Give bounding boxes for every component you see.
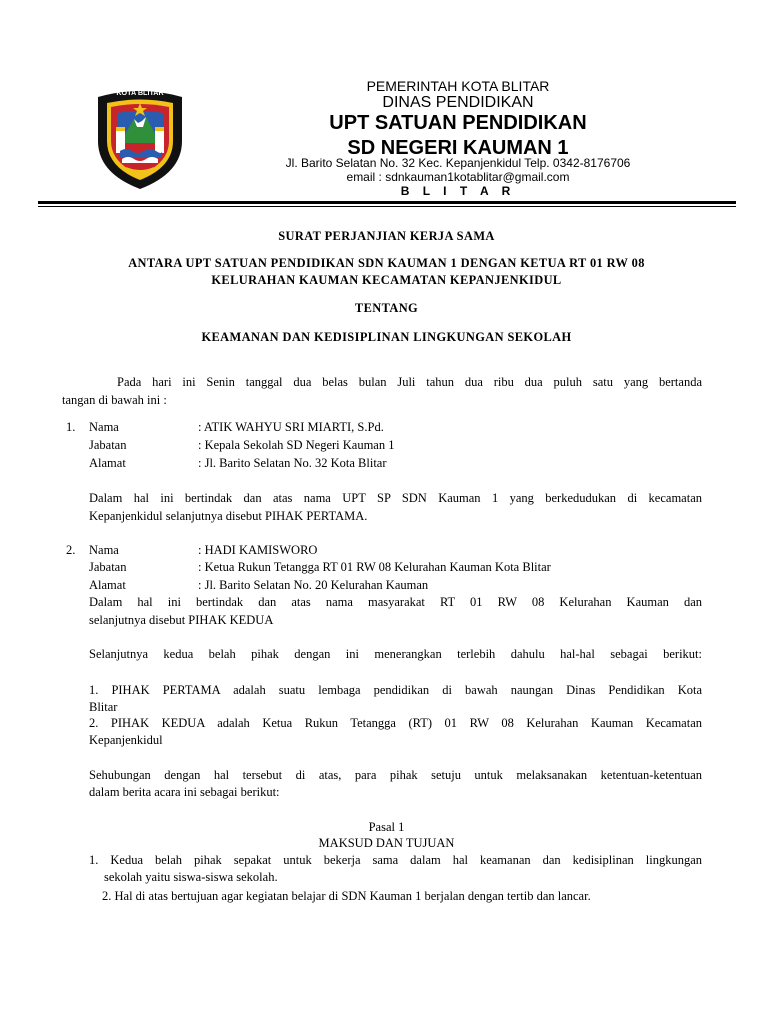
letterhead-email: email : sdnkauman1kotablitar@gmail.com <box>346 170 570 184</box>
letterhead-unit: UPT SATUAN PENDIDIKAN <box>329 112 587 134</box>
letterhead-city: B L I T A R <box>400 184 516 198</box>
emblem-icon <box>90 83 190 191</box>
emblem-label: KOTA BLITAR <box>116 88 164 97</box>
article1-item1-line-2: sekolah yaitu siswa-siswa sekolah. <box>104 870 278 884</box>
party1-number: 1. <box>66 420 76 434</box>
opening-line-1: Pada hari ini Senin tanggal dua belas bulan Juli tahun dua ribu dua puluh satu yang bertanda <box>117 375 702 389</box>
letterhead-agency: DINAS PENDIDIKAN <box>382 94 534 111</box>
letterhead-rule-thin <box>38 206 736 207</box>
parties-line-1: ANTARA UPT SATUAN PENDIDIKAN SDN KAUMAN 1 DENGAN KETUA RT 01 RW 08 <box>128 256 645 270</box>
kota-blitar-emblem <box>90 83 190 191</box>
article1-item1-line-1: 1. Kedua belah pihak sepakat untuk bekerja sama dalam hal keamanan dan kedisiplinan lingkungan <box>89 853 702 867</box>
party1-name-label: Nama <box>89 420 119 434</box>
party1-desc-line-2: Kepanjenkidul selanjutnya disebut PIHAK PERTAMA. <box>89 509 368 523</box>
agreement-line-1: Sehubungan dengan hal tersebut di atas, para pihak setuju untuk melaksanakan ketentuan-ketentuan <box>89 768 702 782</box>
letterhead-government: PEMERINTAH KOTA BLITAR <box>366 78 550 94</box>
about-label: TENTANG <box>354 301 419 315</box>
party1-position-label: Jabatan <box>89 438 127 452</box>
article1-item2: 2. Hal di atas bertujuan agar kegiatan belajar di SDN Kauman 1 berjalan dengan tertib dan lancar. <box>102 889 591 903</box>
letterhead-address: Jl. Barito Selatan No. 32 Kec. Kepanjenkidul Telp. 0342-8176706 <box>285 156 631 170</box>
party1-position-value: : Kepala Sekolah SD Negeri Kauman 1 <box>198 438 395 452</box>
statement-point1-line-1: 1. PIHAK PERTAMA adalah suatu lembaga pendidikan di bawah naungan Dinas Pendidikan Kota <box>89 683 702 697</box>
party2-desc-line-1: Dalam hal ini bertindak dan atas nama masyarakat RT 01 RW 08 Kelurahan Kauman dan <box>89 595 702 609</box>
article1-label: Pasal 1 <box>368 820 405 834</box>
party2-address-label: Alamat <box>89 578 126 592</box>
party2-name-label: Nama <box>89 543 119 557</box>
party1-address-value: : Jl. Barito Selatan No. 32 Kota Blitar <box>198 456 387 470</box>
document-subject: KEAMANAN DAN KEDISIPLINAN LINGKUNGAN SEKOLAH <box>201 330 572 344</box>
statement-point1-line-2: Blitar <box>89 700 118 714</box>
party2-address-value: : Jl. Barito Selatan No. 20 Kelurahan Kauman <box>198 578 429 592</box>
statement-point2-line-2: Kepanjenkidul <box>89 733 163 747</box>
party2-position-value: : Ketua Rukun Tetangga RT 01 RW 08 Kelurahan Kauman Kota Blitar <box>198 560 551 574</box>
party1-name-value: : ATIK WAHYU SRI MIARTI, S.Pd. <box>198 420 384 434</box>
party2-name-value: : HADI KAMISWORO <box>198 543 318 557</box>
party1-desc-line-1: Dalam hal ini bertindak dan atas nama UPT SP SDN Kauman 1 yang berkedudukan di kecamatan <box>89 491 702 505</box>
party2-number: 2. <box>66 543 76 557</box>
statement-intro: Selanjutnya kedua belah pihak dengan ini menerangkan terlebih dahulu hal-hal sebagai berikut: <box>89 647 702 661</box>
article1-title: MAKSUD DAN TUJUAN <box>318 836 455 850</box>
letterhead-rule-thick <box>38 201 736 204</box>
document-heading: SURAT PERJANJIAN KERJA SAMA <box>278 229 495 243</box>
agreement-line-2: dalam berita acara ini sebagai berikut: <box>89 785 280 799</box>
statement-point2-line-1: 2. PIHAK KEDUA adalah Ketua Rukun Tetangga (RT) 01 RW 08 Kelurahan Kauman Kecamatan <box>89 716 702 730</box>
letterhead-school: SD NEGERI KAUMAN 1 <box>347 137 569 159</box>
party1-address-label: Alamat <box>89 456 126 470</box>
party2-desc-line-2: selanjutnya disebut PIHAK KEDUA <box>89 613 274 627</box>
parties-line-2: KELURAHAN KAUMAN KECAMATAN KEPANJENKIDUL <box>211 273 562 287</box>
opening-line-2: tangan di bawah ini : <box>62 393 167 407</box>
party2-position-label: Jabatan <box>89 560 127 574</box>
